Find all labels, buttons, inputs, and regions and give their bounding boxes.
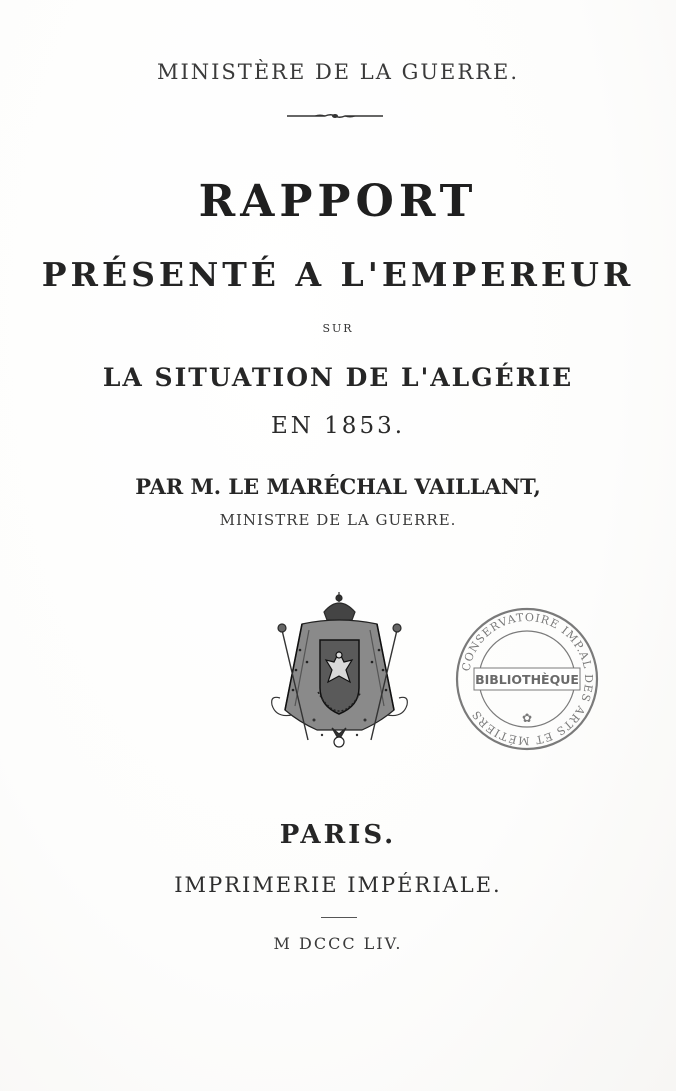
report-subject: LA SITUATION DE L'ALGÉRIE [102, 363, 574, 392]
author-role: MINISTRE DE LA GUERRE. [219, 511, 457, 529]
imprint-date: M DCCC LIV. [273, 934, 403, 953]
page-title: RAPPORT [198, 176, 478, 227]
coat-of-arms-icon [262, 590, 417, 755]
ministry-heading: MINISTÈRE DE LA GUERRE. [156, 60, 520, 84]
stamp-center-text: BIBLIOTHÈQUE [475, 672, 579, 687]
divider-rule [321, 917, 357, 918]
imprint-printer: IMPRIMERIE IMPÉRIALE. [174, 873, 502, 897]
report-year: EN 1853. [270, 413, 406, 439]
imprint-city: PARIS. [279, 820, 397, 850]
stamp-ring-text: CONSERVATOIRE IMP.AL DES ARTS ET MÉTIERS [459, 610, 596, 748]
page-subtitle: PRÉSENTÉ A L'EMPEREUR [41, 255, 635, 294]
author-name: PAR M. LE MARÉCHAL VAILLANT, [135, 474, 541, 499]
library-stamp-icon [452, 604, 602, 754]
title-connector: SUR [322, 322, 354, 335]
svg-text:✿: ✿ [521, 711, 533, 725]
ornamental-rule [285, 112, 385, 120]
